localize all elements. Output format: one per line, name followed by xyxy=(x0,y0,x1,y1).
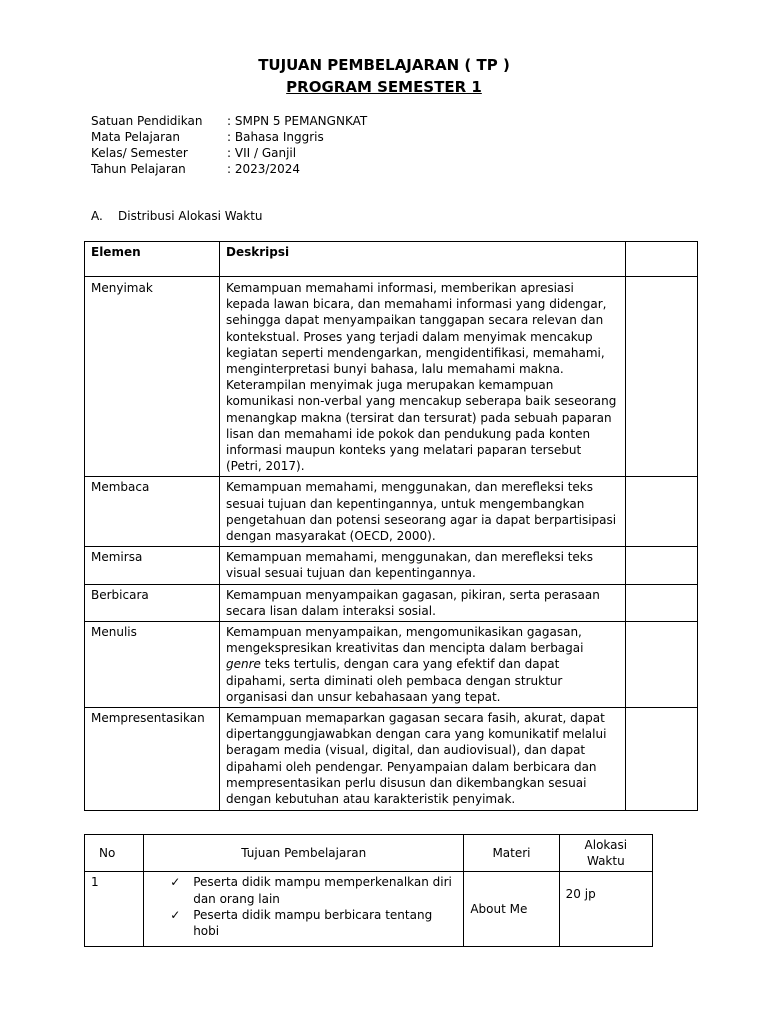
info-label: Tahun Pelajaran xyxy=(91,162,186,176)
info-label: Satuan Pendidikan xyxy=(91,114,203,128)
deskripsi-cell xyxy=(220,622,626,708)
section-number: A. xyxy=(91,209,103,223)
tujuan-pembelajaran-table xyxy=(84,834,653,947)
header-alokasi: Alokasi Waktu xyxy=(559,835,652,872)
materi-cell: About Me xyxy=(464,872,559,947)
tujuan-text: Peserta didik mampu berbicara tentang hobi xyxy=(193,907,433,939)
info-value: : SMPN 5 PEMANGNKAT xyxy=(227,114,368,128)
list-item xyxy=(170,874,457,906)
table-row xyxy=(85,872,653,947)
section-heading xyxy=(91,209,263,223)
elemen-cell: Berbicara xyxy=(85,584,220,621)
section-title: Distribusi Alokasi Waktu xyxy=(118,209,263,223)
elemen-cell: Menyimak xyxy=(85,277,220,477)
deskripsi-text: teks tertulis, dengan cara yang efektif dan dapat dipahami, serta diminati oleh pembaca dengan struktur organisasi dan unsur kebahasaan yang tepat. xyxy=(226,657,563,704)
elemen-table xyxy=(84,241,698,811)
tujuan-text: Peserta didik mampu memperkenalkan diri dan orang lain xyxy=(193,875,452,906)
empty-cell xyxy=(626,622,698,708)
empty-cell xyxy=(626,584,698,621)
checkmark-icon: ✓ xyxy=(170,907,181,922)
header-empty xyxy=(626,242,698,277)
header-deskripsi: Deskripsi xyxy=(220,242,626,277)
table-row xyxy=(85,477,698,547)
document-subtitle: PROGRAM SEMESTER 1 xyxy=(286,78,482,96)
empty-cell xyxy=(626,277,698,477)
info-row xyxy=(91,145,367,161)
info-value: : Bahasa Inggris xyxy=(227,130,324,144)
header-materi: Materi xyxy=(464,835,559,872)
info-row xyxy=(91,161,367,177)
empty-cell xyxy=(626,547,698,584)
info-block xyxy=(91,113,367,177)
deskripsi-cell: Kemampuan memaparkan gagasan secara fasih, akurat, dapat dipertanggungjawabkan dengan cara yang komunikatif melalui beragam media (visual, digital, dan audiovisual), dan dapat dipahami oleh pendengar. Penyampaian dalam berbicara dan mempresentasikan perlu disusun dan dikembangkan sesuai dengan kebutuhan atau karakteristik penyimak. xyxy=(220,708,626,811)
info-label: Mata Pelajaran xyxy=(91,130,181,144)
tujuan-cell xyxy=(144,872,464,947)
list-item xyxy=(170,907,457,939)
deskripsi-cell: Kemampuan memahami, menggunakan, dan merefleksi teks sesuai tujuan dan kepentingannya, untuk mengembangkan pengetahuan dan potensi seseorang agar ia dapat berpartisipasi dengan masyarakat (OECD, 2000). xyxy=(220,477,626,547)
deskripsi-cell: Kemampuan menyampaikan gagasan, pikiran, serta perasaan secara lisan dalam interaksi sosial. xyxy=(220,584,626,621)
no-cell: 1 xyxy=(85,872,144,947)
table-header-row xyxy=(85,835,653,872)
table-header-row xyxy=(85,242,698,277)
elemen-cell: Menulis xyxy=(85,622,220,708)
deskripsi-emphasis: genre xyxy=(226,657,261,672)
deskripsi-cell: Kemampuan memahami informasi, memberikan apresiasi kepada lawan bicara, dan memahami informasi yang didengar, sehingga dapat menyampaikan tanggapan secara relevan dan kontekstual. Proses yang terjadi dalam menyimak mencakup kegiatan seperti mendengarkan, mengidentifikasi, memahami, menginterpretasi bunyi bahasa, lalu memahami makna. Keterampilan menyimak juga merupakan kemampuan komunikasi non-verbal yang mencakup seberapa baik seseorang menangkap makna (tersirat dan tersurat) pada sebuah paparan lisan dan memahami ide pokok dan pendukung pada konten informasi maupun konteks yang melatari paparan tersebut (Petri, 2017). xyxy=(220,277,626,477)
header-no: No xyxy=(85,835,144,872)
table-row xyxy=(85,547,698,584)
header-tujuan: Tujuan Pembelajaran xyxy=(144,835,464,872)
table-row xyxy=(85,277,698,477)
table-row xyxy=(85,708,698,811)
table-row xyxy=(85,622,698,708)
header-elemen: Elemen xyxy=(85,242,220,277)
info-row xyxy=(91,129,367,145)
info-label: Kelas/ Semester xyxy=(91,146,188,160)
tujuan-list xyxy=(150,874,457,939)
info-value: : 2023/2024 xyxy=(227,162,300,176)
empty-cell xyxy=(626,477,698,547)
elemen-cell: Membaca xyxy=(85,477,220,547)
elemen-cell: Memirsa xyxy=(85,547,220,584)
info-row xyxy=(91,113,367,129)
elemen-cell: Mempresentasikan xyxy=(85,708,220,811)
table-row xyxy=(85,584,698,621)
checkmark-icon: ✓ xyxy=(170,875,181,890)
empty-cell xyxy=(626,708,698,811)
deskripsi-cell: Kemampuan memahami, menggunakan, dan merefleksi teks visual sesuai tujuan dan kepentingannya. xyxy=(220,547,626,584)
document-title: TUJUAN PEMBELAJARAN ( TP ) xyxy=(258,56,510,74)
info-value: : VII / Ganjil xyxy=(227,146,297,160)
deskripsi-text: Kemampuan menyampaikan, mengomunikasikan gagasan, mengekspresikan kreativitas dan mencipta dalam berbagai xyxy=(226,625,584,656)
alokasi-cell: 20 jp xyxy=(559,872,652,947)
